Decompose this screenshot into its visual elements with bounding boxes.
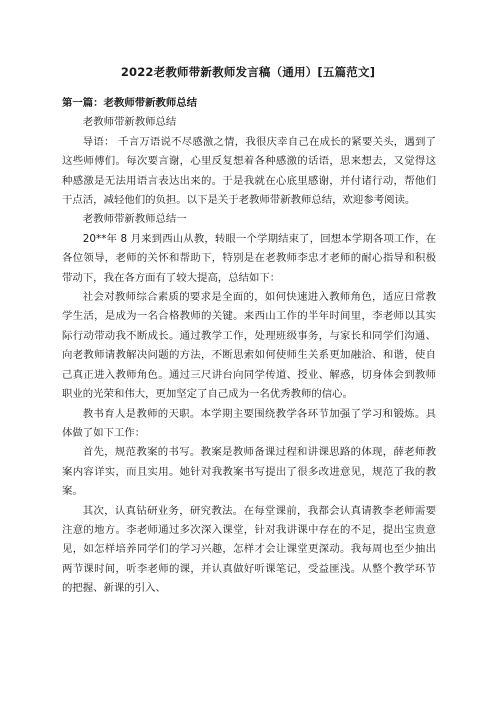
paragraph-role: 社会对教师综合素质的要求是全面的，如何快速进入教师角色，适应日常教学生活，是成为一名合格教师的关键。来西山工作的半年时间里，李老师以其实际行动带动我不断成长。通过教学工作，处理班级事务，与家长和同学们沟通、向老教师请教解决问题的方法，不断思索如何使师生关系更加融洽、和谐，使自己真正进入教师角色。通过三尺讲台向同学传道、授业、解惑，切身体会到教师职业的光荣和伟大，更加坚定了自己成为一名优秀教师的信心。 (62, 291, 436, 401)
section-heading: 第一篇：老教师带新教师总结 (62, 97, 198, 109)
document-body (62, 94, 436, 599)
paragraph-lesson-plan: 首先，规范教案的书写。教案是教师备课过程和讲课思路的体现，薛老师教案内容详实，而且实用。她针对我教案书写提出了很多改进意见，规范了我的教案。 (62, 446, 436, 498)
paragraph-teaching: 教书育人是教师的天职。本学期主要围绕教学各环节加强了学习和锻炼。具体做了如下工作： (62, 407, 436, 439)
paragraph-intro: 导语： 千言万语说不尽感激之情，我很庆幸自己在成长的紧要关头，遇到了这些师傅们。每次要言谢，心里反复想着各种感激的话语，思来想去，又觉得这种感激是无法用语言表达出来的。于是我就在心底里感谢，并付诸行动，帮他们干点活，减轻他们的负担。以下是关于老教师带新教师总结，欢迎参考阅读。 (62, 135, 436, 207)
paragraph-opening: 20**年 8 月来到西山从教，转眼一个学期结束了，回想本学期各项工作，在各位领导，老师的关怀和帮助下，特别是在老教师李忠才老师的耐心指导和积极带动下，我在各方面有了较大提高，总结如下： (62, 232, 436, 284)
paragraph-methods: 其次，认真钻研业务，研究教法。在每堂课前，我都会认真请教李老师需要注意的地方。李老师通过多次深入课堂，针对我讲课中存在的不足，提出宝贵意见，如怎样培养同学们的学习兴趣，怎样才会让课堂更深动。我每周也至少抽出两节课时间，听李老师的课，并认真做好听课笔记，受益匪浅。从整个教学环节的把握、新课的引入、 (62, 504, 436, 595)
section-subtitle: 老教师带新教师总结 (82, 116, 177, 129)
summary-subtitle: 老教师带新教师总结一 (82, 213, 187, 226)
document-title: 2022老教师带新教师发言稿（通用）[五篇范文] (120, 65, 376, 79)
